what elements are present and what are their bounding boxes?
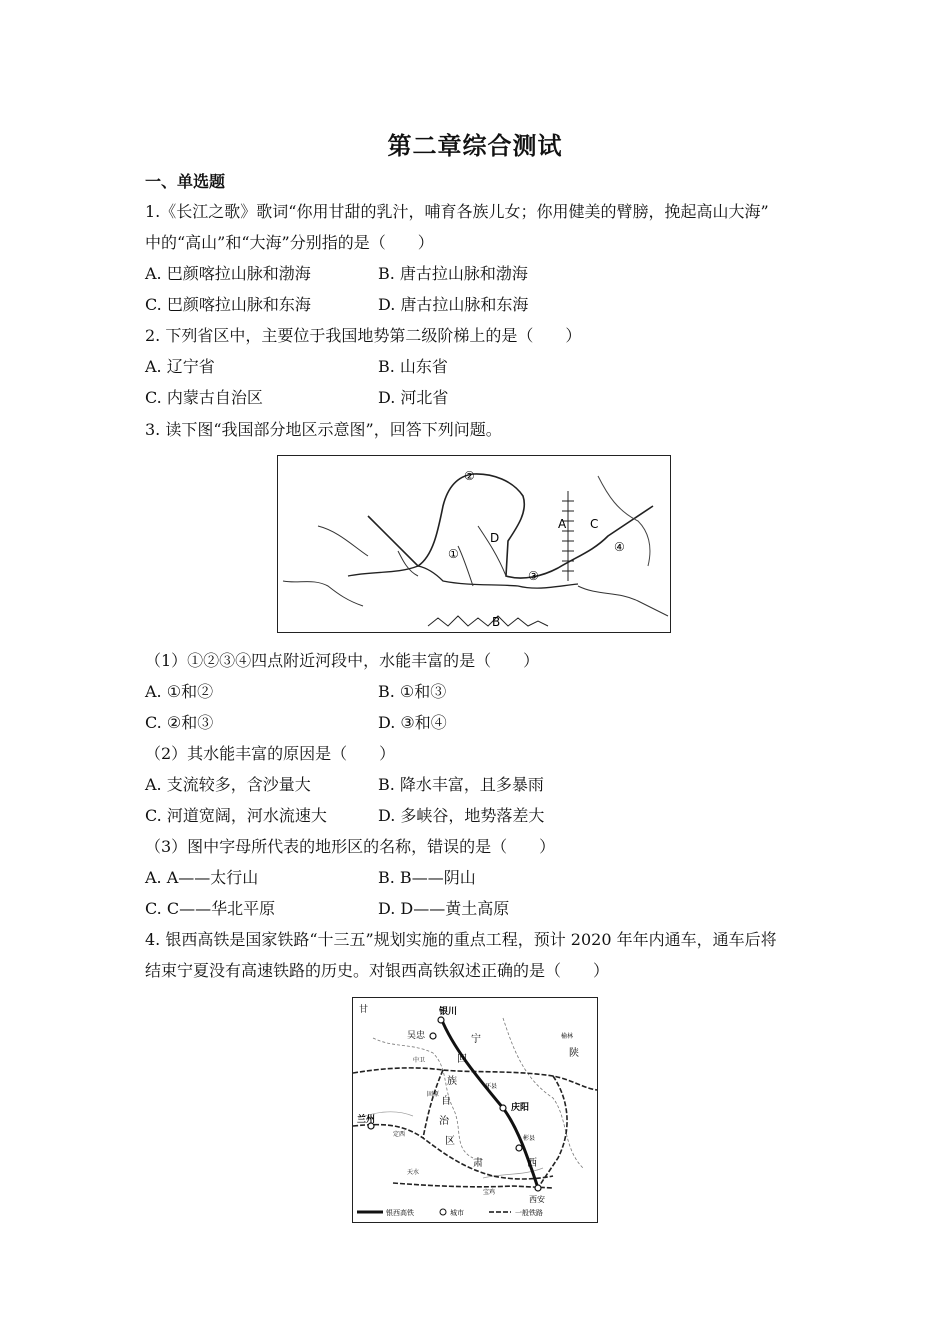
map-label-hui: 回 bbox=[457, 1054, 467, 1065]
q3-sub1-option-d: D. ③和④ bbox=[378, 713, 447, 732]
railway-map-figure bbox=[352, 997, 598, 1223]
map-label-b: B bbox=[492, 615, 501, 629]
section-heading: 一、单选题 bbox=[145, 172, 226, 191]
map-label-xian: 西安 bbox=[529, 1195, 545, 1204]
q4-stem-line1: 4. 银西高铁是国家铁路“十三五”规划实施的重点工程，预计 2020 年年内通车，通车后将 bbox=[145, 930, 777, 949]
map-label-gan: 甘 bbox=[359, 1005, 369, 1015]
q3-sub2-option-d: D. 多峡谷，地势落差大 bbox=[378, 806, 545, 825]
q1-option-d: D. 唐古拉山脉和东海 bbox=[378, 295, 529, 314]
map-point-4: ④ bbox=[614, 540, 625, 554]
map-point-2: ② bbox=[464, 469, 475, 483]
railway-map bbox=[353, 998, 597, 1222]
map-label-baoji: 宝鸡 bbox=[483, 1189, 496, 1196]
map-label-yinchuan: 银川 bbox=[439, 1007, 458, 1017]
q4-stem-line2: 结束宁夏没有高速铁路的历史。对银西高铁叙述正确的是（ ） bbox=[145, 961, 610, 980]
map-label-tianshui: 天水 bbox=[407, 1169, 420, 1176]
q2-option-d: D. 河北省 bbox=[378, 388, 449, 407]
map-label-zu: 族 bbox=[447, 1076, 457, 1087]
map-label-shaan: 陕 bbox=[569, 1048, 579, 1059]
map-label-c: C bbox=[590, 517, 599, 531]
mountain-range-a bbox=[562, 491, 574, 581]
map-label-zi: 自 bbox=[441, 1096, 451, 1107]
map-label-ning: 宁 bbox=[471, 1034, 481, 1045]
q2-option-c: C. 内蒙古自治区 bbox=[145, 388, 263, 407]
map-label-binxian: 彬县 bbox=[523, 1135, 536, 1142]
q3-sub1-option-a: A. ①和② bbox=[145, 682, 214, 701]
q3-sub2-stem: （2）其水能丰富的原因是（ ） bbox=[145, 744, 396, 763]
map-label-xi: 西 bbox=[527, 1158, 537, 1169]
q3-sub1-option-b: B. ①和③ bbox=[378, 682, 447, 701]
q3-sub1-option-c: C. ②和③ bbox=[145, 713, 214, 732]
legend-hsr-label: 银西高铁 bbox=[386, 1209, 414, 1217]
minor-rivers bbox=[318, 526, 506, 586]
legend-rail-label: 一般铁路 bbox=[515, 1209, 543, 1217]
page-title: 第二章综合测试 bbox=[387, 131, 563, 160]
map-label-a: A bbox=[558, 517, 567, 531]
mountain-range-b bbox=[428, 616, 548, 626]
map-label-zhi: 治 bbox=[439, 1116, 449, 1127]
q3-sub2-option-c: C. 河道宽阔，河水流速大 bbox=[145, 806, 327, 825]
q3-sub3-option-d: D. D——黄土高原 bbox=[378, 899, 510, 918]
map-point-1: ① bbox=[448, 547, 459, 561]
q1-stem-line1: 1.《长江之歌》歌词“你用甘甜的乳汁，哺育各族儿女；你用健美的臂膀，挽起高山大海” bbox=[145, 202, 769, 221]
tributary-river bbox=[348, 566, 578, 588]
q3-sub3-option-a: A. A——太行山 bbox=[145, 868, 259, 887]
minor-rivers-2 bbox=[283, 581, 668, 616]
yellow-river bbox=[368, 474, 653, 578]
region-map-figure bbox=[277, 455, 671, 633]
ordinary-railways bbox=[353, 1068, 597, 1188]
q3-sub3-option-c: C. C——华北平原 bbox=[145, 899, 276, 918]
map-point-3: ③ bbox=[528, 569, 539, 583]
map-label-su: 肃 bbox=[473, 1158, 483, 1169]
map-label-lanzhou: 兰州 bbox=[357, 1115, 376, 1125]
map-legend bbox=[357, 1208, 543, 1217]
q3-sub1-stem: （1）①②③④四点附近河段中，水能丰富的是（ ） bbox=[145, 651, 540, 670]
legend-city-swatch bbox=[440, 1209, 446, 1215]
map-label-qingyang: 庆阳 bbox=[511, 1103, 530, 1113]
map-label-wuzhong: 吴忠 bbox=[407, 1031, 426, 1041]
q3-sub3-option-b: B. B——阴山 bbox=[378, 868, 476, 887]
q1-stem-line2: 中的“高山”和“大海”分别指的是（ ） bbox=[145, 233, 434, 252]
q2-option-b: B. 山东省 bbox=[378, 357, 448, 376]
q3-sub2-option-a: A. 支流较多，含沙量大 bbox=[145, 775, 311, 794]
q1-option-a: A. 巴颜喀拉山脉和渤海 bbox=[145, 264, 311, 283]
q1-option-c: C. 巴颜喀拉山脉和东海 bbox=[145, 295, 311, 314]
map-label-d: D bbox=[490, 531, 500, 545]
q2-stem: 2. 下列省区中，主要位于我国地势第二级阶梯上的是（ ） bbox=[145, 326, 582, 345]
region-map bbox=[278, 456, 670, 632]
map-label-guyuan: 固原 bbox=[427, 1091, 440, 1098]
q3-sub2-option-b: B. 降水丰富，且多暴雨 bbox=[378, 775, 544, 794]
map-label-yulin: 榆林 bbox=[561, 1033, 574, 1040]
q3-sub3-stem: （3）图中字母所代表的地形区的名称，错误的是（ ） bbox=[145, 837, 556, 856]
map-label-dingxi: 定西 bbox=[393, 1131, 406, 1138]
map-label-qu: 区 bbox=[445, 1136, 455, 1147]
legend-city-label: 城市 bbox=[450, 1209, 464, 1217]
q2-option-a: A. 辽宁省 bbox=[145, 357, 215, 376]
q3-stem: 3. 读下图“我国部分地区示意图”，回答下列问题。 bbox=[145, 420, 502, 439]
q1-option-b: B. 唐古拉山脉和渤海 bbox=[378, 264, 528, 283]
map-label-huanxian: 环县 bbox=[485, 1083, 498, 1090]
map-label-zhongwei: 中卫 bbox=[413, 1057, 426, 1064]
